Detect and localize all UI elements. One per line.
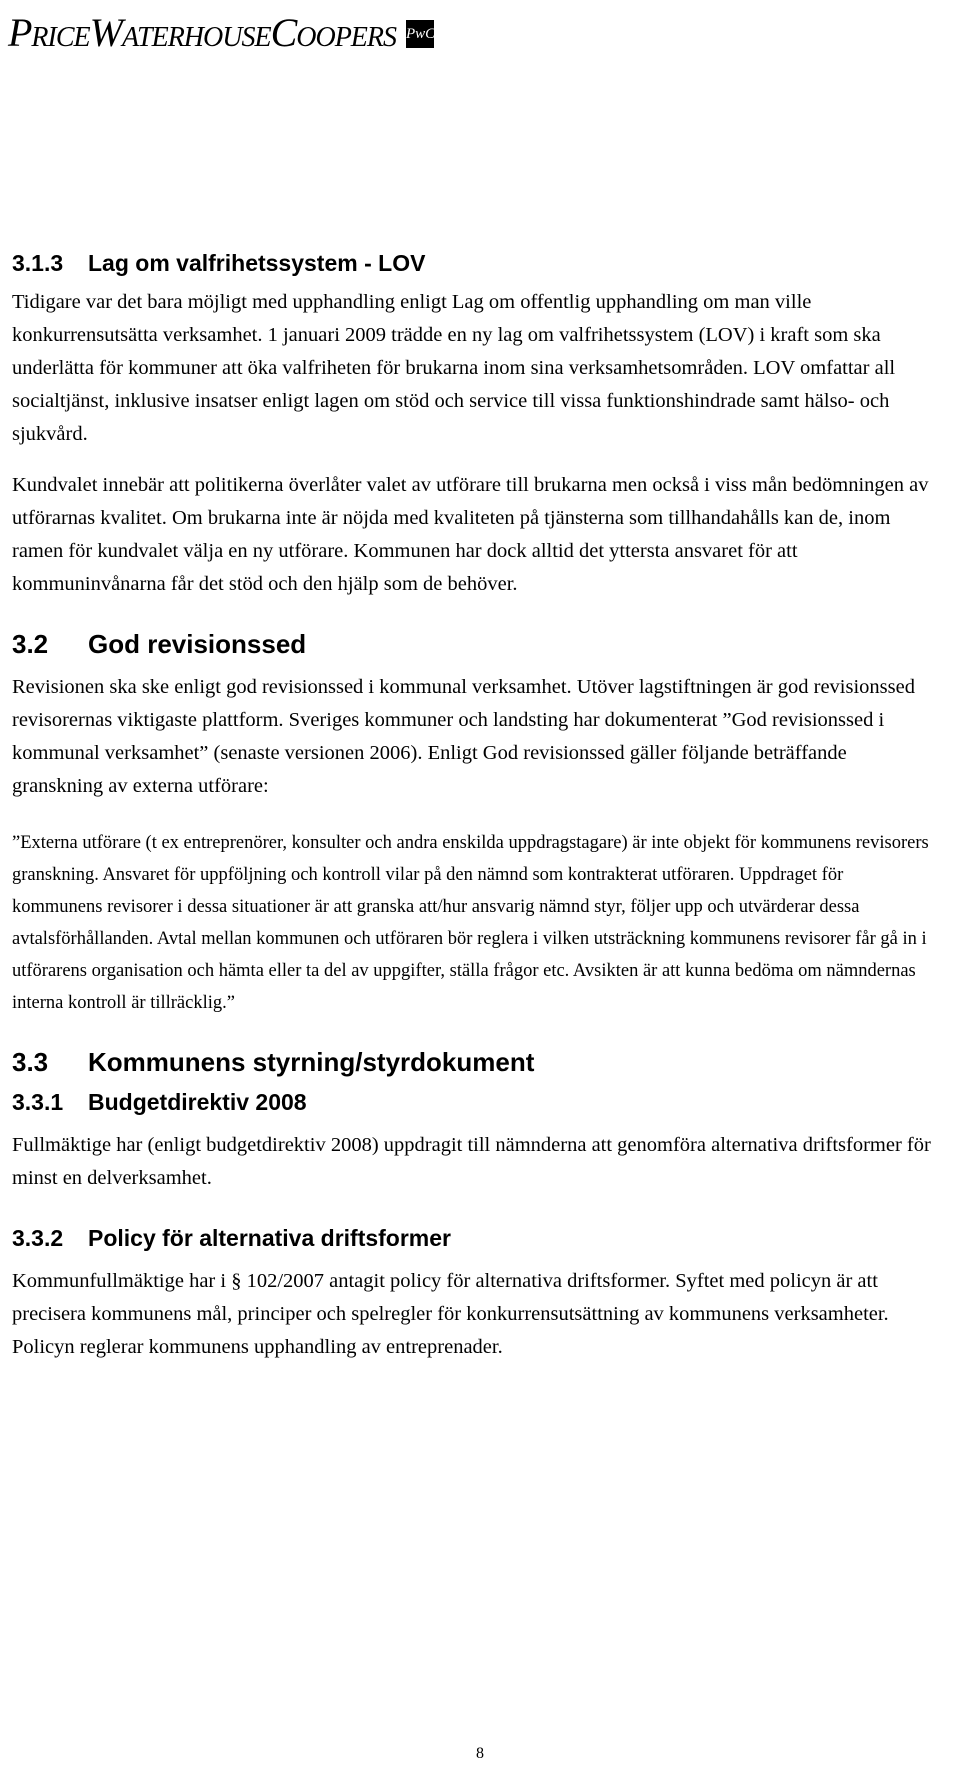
heading-3-3	[12, 1045, 932, 1079]
heading-number: 3.3.2	[12, 1225, 64, 1251]
heading-title: Kommunens styrning/styrdokument	[88, 1047, 535, 1077]
heading-number: 3.1.3	[12, 250, 64, 276]
page-number: 8	[476, 1745, 484, 1762]
heading-title: Policy för alternativa driftsformer	[88, 1225, 451, 1251]
paragraph-revision-quote: ”Externa utförare (t ex entreprenörer, konsulter och andra enskilda uppdragstagare) är inte objekt för kommunens revisorers granskning. Ansvaret för uppföljning och kontroll vilar på den nämnd som kontrakterat utföraren. Uppdraget för kommunens revisorer i dessa situationer är att granska att/hur ansvarig nämnd styr, följer upp och utvärderar dessa avtalsförhållanden. Avtal mellan kommunen och utföraren bör reglera i vilken utsträckning kommunens revisorer får gå in i utförarens organisation och hämta eller ta del av uppgifter, ställa frågor etc. Avsikten är att kunna bedöma om nämndernas interna kontroll är tillräcklig.”	[12, 833, 929, 1013]
heading-3-3-1	[12, 1087, 932, 1117]
heading-number: 3.3.1	[12, 1089, 64, 1115]
heading-title: Budgetdirektiv 2008	[88, 1089, 307, 1115]
paragraph-lov-intro: Tidigare var det bara möjligt med upphandling enligt Lag om offentlig upphandling om man ville konkurrensutsätta verksamhet. 1 januari 2009 trädde en ny lag om valfrihetssystem (LOV) i kraft som ska underlätta för kommuner att öka valfriheten för brukarna inom sina verksamhetsområden. LOV omfattar all socialtjänst, inklusive insatser enligt lagen om stöd och service till vissa funktionshindrade samt hälso- och sjukvård.	[12, 291, 896, 445]
paragraph-revision: Revisionen ska ske enligt god revisionssed i kommunal verksamhet. Utöver lagstiftningen är god revisionssed revisorernas viktigaste plattform. Sveriges kommuner och landsting har dokumenterat ”God revisionssed i kommunal verksamhet” (senaste versionen 2006). Enligt God revisionssed gäller följande beträffande granskning av externa utförare:	[12, 676, 915, 797]
heading-title: Lag om valfrihetssystem - LOV	[88, 250, 426, 276]
heading-number: 3.3	[12, 1047, 49, 1077]
logo-mark-icon: PwC	[406, 20, 434, 48]
company-logo	[8, 10, 434, 56]
paragraph-policy: Kommunfullmäktige har i § 102/2007 antagit policy för alternativa driftsformer. Syftet med policyn är att precisera kommunens mål, principer och spelregler för konkurrensutsättning av kommunens verksamheter. Policyn reglerar kommunens upphandling av entreprenader.	[12, 1270, 889, 1358]
paragraph-budgetdirektiv: Fullmäktige har (enligt budgetdirektiv 2008) uppdragit till nämnderna att genomföra alternativa driftsformer för minst en delverksamhet.	[12, 1134, 931, 1189]
document-body	[12, 248, 932, 1364]
heading-3-3-2	[12, 1223, 932, 1253]
heading-3-2	[12, 627, 932, 661]
heading-number: 3.2	[12, 629, 49, 659]
heading-title: God revisionssed	[88, 629, 307, 659]
paragraph-lov-kundval: Kundvalet innebär att politikerna överlåter valet av utförare till brukarna men också i viss mån bedömningen av utförarnas kvalitet. Om brukarna inte är nöjda med kvaliteten på tjänsterna som tillhandahålls kan de, inom ramen för kundvalet välja en ny utförare. Kommunen har dock alltid det yttersta ansvaret för att kommuninvånarna får det stöd och den hjälp som de behöver.	[12, 474, 929, 595]
heading-3-1-3	[12, 248, 932, 278]
logo-wordmark: PriceWaterhouseCoopers	[8, 10, 397, 55]
